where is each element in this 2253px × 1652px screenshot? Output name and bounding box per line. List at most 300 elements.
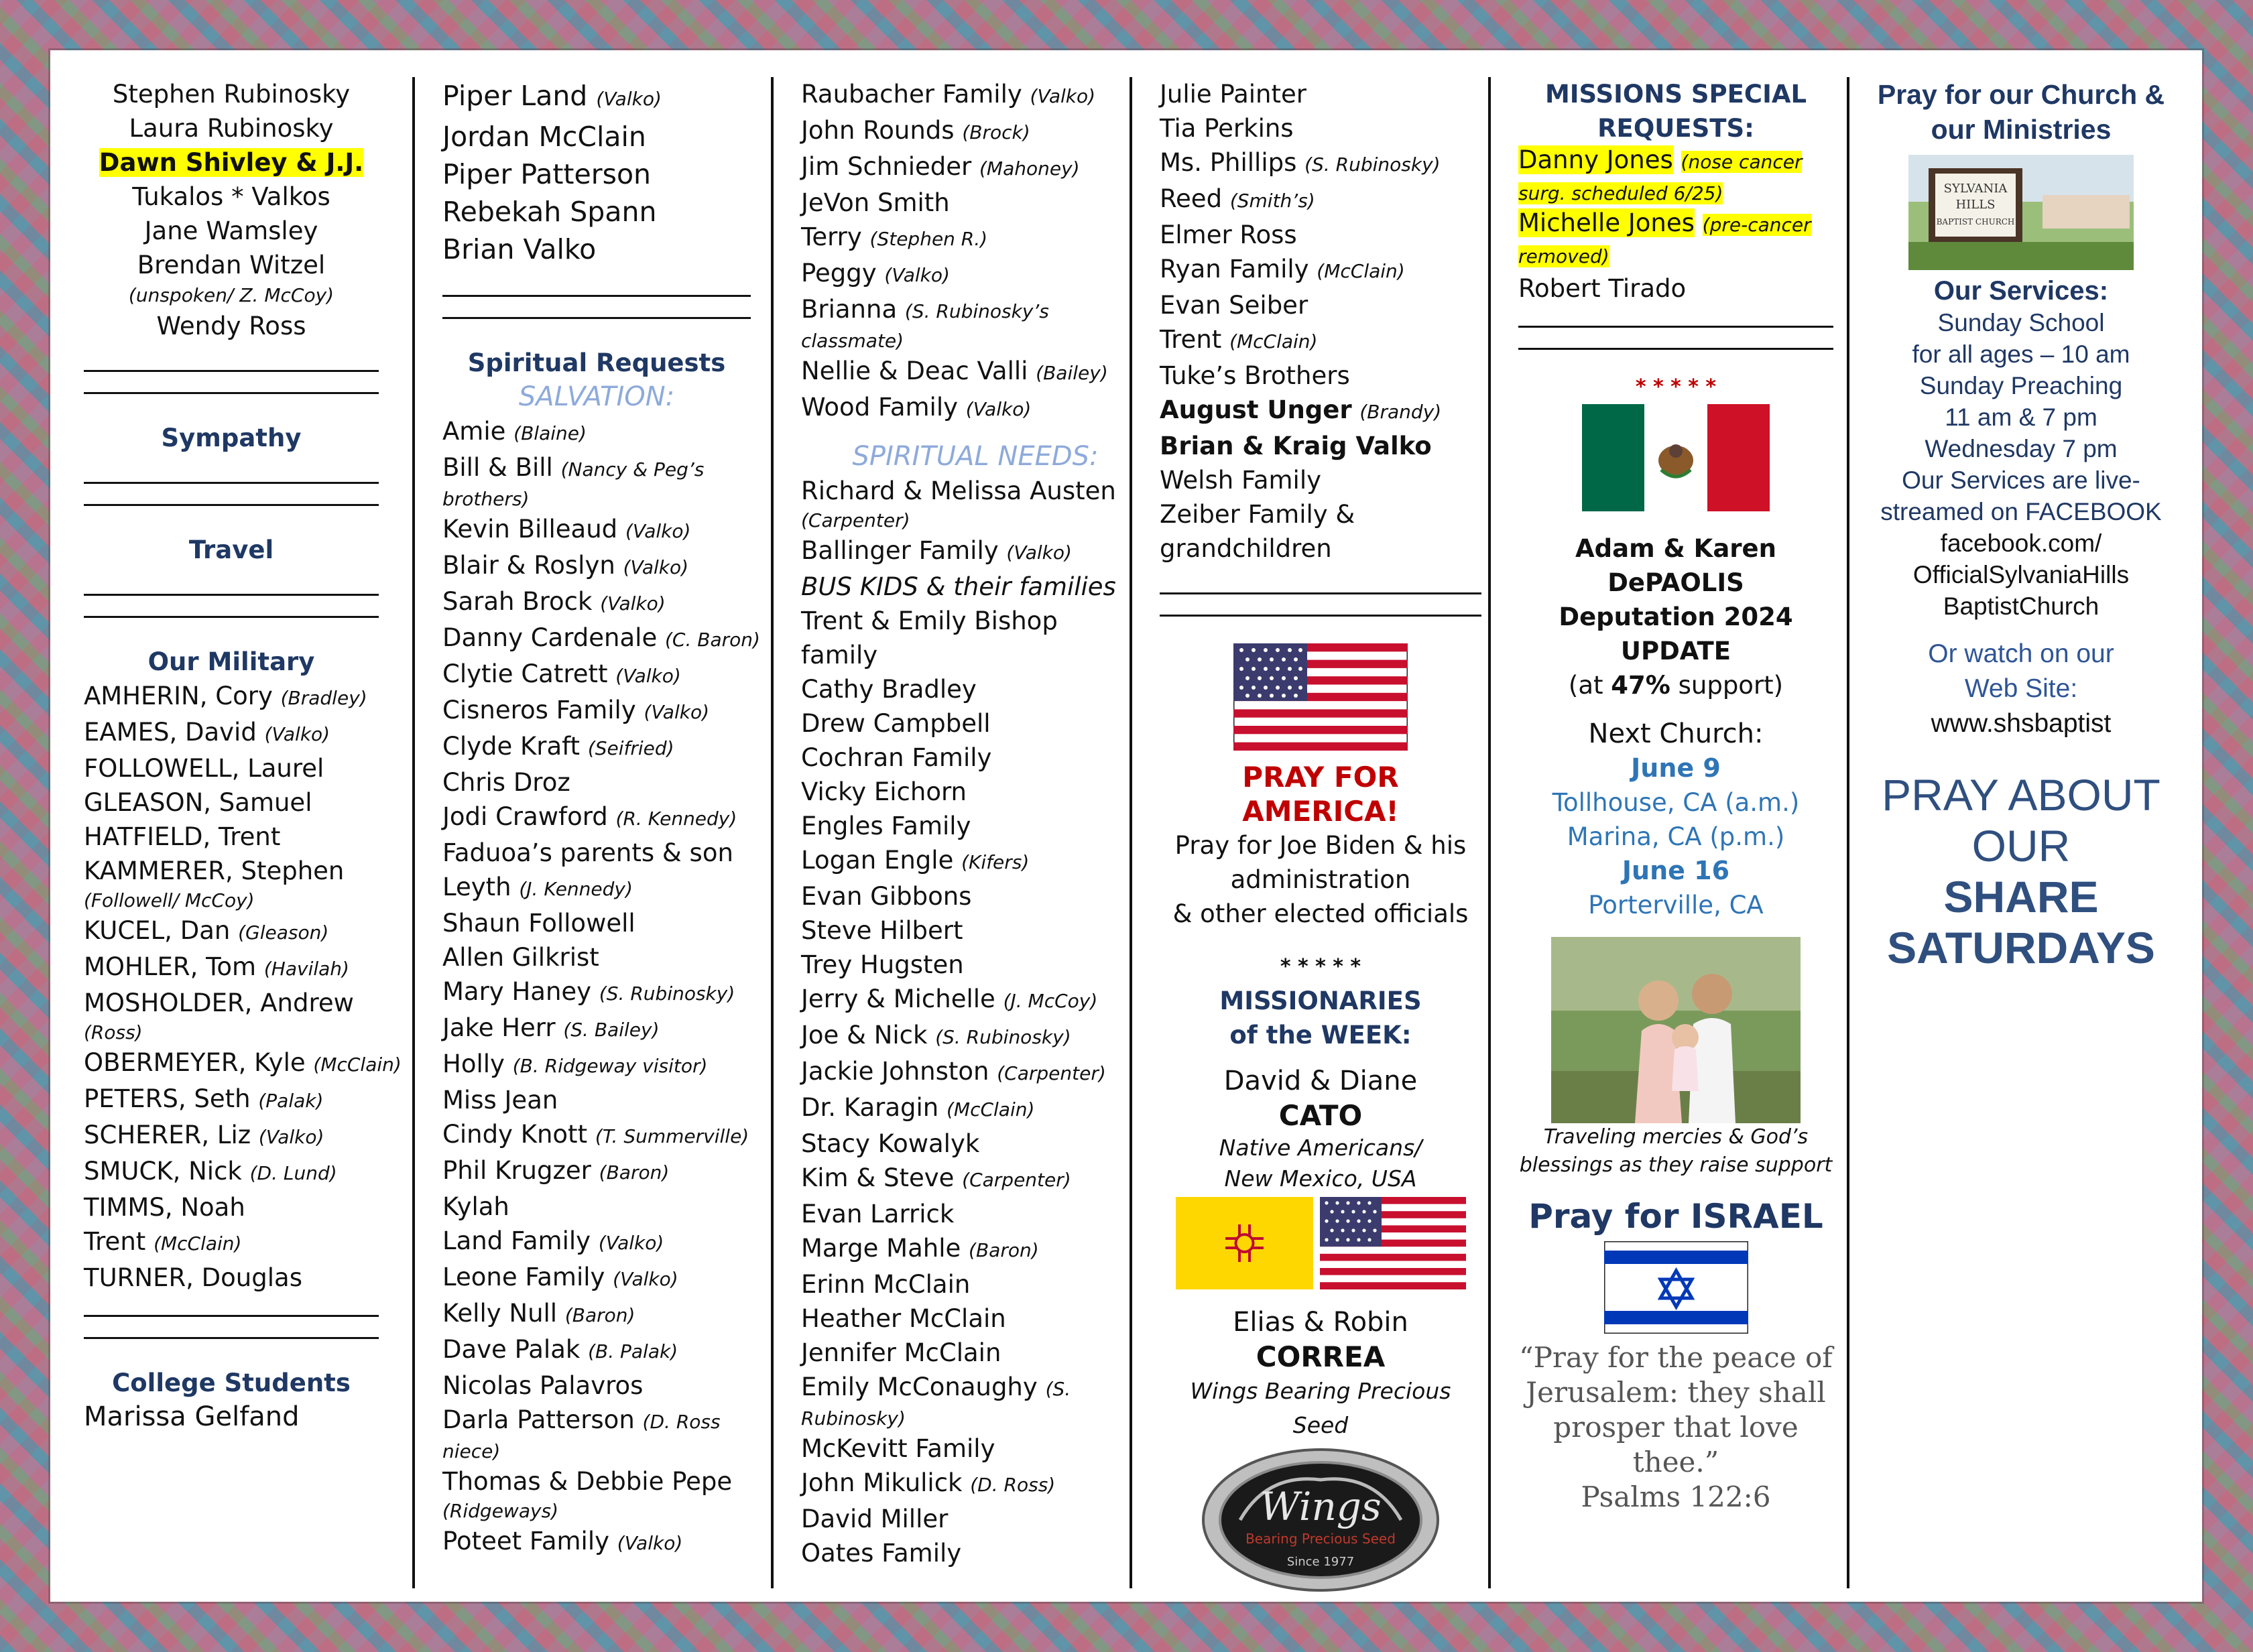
verse-line-1: “Pray for the peace of <box>1519 1341 1833 1374</box>
list-item <box>84 77 379 111</box>
item-name: Ms. Phillips <box>1160 148 1297 177</box>
list-item <box>442 693 751 729</box>
new-mexico-flag-icon <box>1176 1197 1313 1289</box>
service-line: 11 am & 7 pm <box>1945 403 2097 431</box>
blank-line <box>84 616 379 618</box>
item-note-continued: Rubinosky) <box>801 1407 906 1429</box>
list-item <box>801 1054 1150 1090</box>
item-name: Chris Droz <box>442 768 570 797</box>
item-name: KAMMERER, Stephen <box>84 856 345 885</box>
list-item <box>442 155 751 193</box>
list-item <box>801 220 1150 256</box>
stars-separator: * * * * * <box>1635 375 1717 399</box>
pray-israel-heading: Pray for ISRAEL <box>1528 1197 1823 1236</box>
list-item <box>801 741 1150 775</box>
item-name: Nellie & Deac Valli <box>801 357 1028 385</box>
item-name: MOHLER, Tom <box>84 952 257 981</box>
item-name: David Miller <box>801 1505 949 1533</box>
list-item <box>801 843 1150 879</box>
item-note: (Valko) <box>1006 542 1072 564</box>
item-note: (R. Kennedy) <box>615 808 737 830</box>
item-name: Jane Wamsley <box>144 216 318 245</box>
list-item <box>801 570 1150 604</box>
list-item <box>84 913 379 950</box>
usa-flag-icon <box>1233 643 1408 751</box>
list-item <box>84 180 379 214</box>
college-heading: College Students <box>112 1369 351 1397</box>
item-note-continued: (Ross) <box>84 1021 143 1043</box>
special-request-2 <box>1518 208 1833 271</box>
blank-line <box>84 392 379 394</box>
list-item <box>801 292 1150 328</box>
service-line: Wednesday 7 pm <box>1925 435 2118 462</box>
list-item <box>801 1370 1150 1406</box>
list-item <box>1160 252 1481 288</box>
military-list <box>84 679 402 1295</box>
list-item <box>801 390 1150 426</box>
list-item <box>84 309 379 343</box>
item-name: Ryan Family <box>1160 255 1309 283</box>
service-line: for all ages – 10 am <box>1912 340 2130 368</box>
list-item <box>801 982 1150 1018</box>
item-note: (McClain) <box>1229 330 1318 353</box>
item-note-continued: niece) <box>442 1440 501 1462</box>
list-item <box>442 621 760 657</box>
list-item <box>1160 322 1481 359</box>
item-note: (D. Ross) <box>970 1474 1056 1496</box>
list-item <box>801 913 1150 948</box>
request-1-note: (nose cancer surg. scheduled 6/25) <box>1518 151 1803 204</box>
list-item <box>801 809 1150 843</box>
list-item <box>84 282 379 309</box>
item-name: SMUCK, Nick <box>84 1157 242 1186</box>
item-name: Marge Mahle <box>801 1234 961 1263</box>
item-name: GLEASON, Samuel <box>84 788 312 817</box>
item-name: Brian & Kraig Valko <box>1160 432 1432 460</box>
list-item <box>442 1296 751 1332</box>
item-note: (Valko) <box>1030 85 1096 107</box>
item-name: Darla Patterson <box>442 1405 635 1434</box>
list-item <box>84 1190 379 1224</box>
item-name: John Rounds <box>801 116 955 145</box>
list-item <box>801 1267 1150 1301</box>
item-name: Raubacher Family <box>801 80 1022 109</box>
item-name: Jackie Johnston <box>801 1057 989 1086</box>
item-name: EAMES, David <box>84 718 257 747</box>
item-name: MOSHOLDER, Andrew <box>84 989 354 1017</box>
list-item <box>801 1466 1150 1502</box>
item-name: Ballinger Family <box>801 536 999 565</box>
item-name: HATFIELD, Trent <box>84 822 281 851</box>
missionaries-heading-2: of the WEEK: <box>1229 1021 1412 1050</box>
item-name: Tuke’s Brothers <box>1160 361 1350 390</box>
verse-line-4: thee.” <box>1632 1446 1719 1478</box>
services-heading: Our Services: <box>1933 276 2109 306</box>
column-2 <box>442 77 760 1582</box>
item-note: (J. Kennedy) <box>519 878 633 900</box>
item-note: (Valko) <box>613 1268 678 1290</box>
item-note: (Nancy & Peg’s <box>560 458 705 481</box>
list-item <box>801 638 1150 672</box>
list-item <box>442 974 751 1011</box>
item-note: (Valko) <box>264 723 330 745</box>
item-name: Trent <box>84 1227 146 1256</box>
item-name: AMHERIN, Cory <box>84 682 273 710</box>
item-note: (Gleason) <box>238 922 329 944</box>
prayer-names-list <box>84 77 379 343</box>
item-note: (Brandy) <box>1359 401 1442 423</box>
website-url[interactable]: www.shsbaptist <box>1931 709 2112 738</box>
item-name: Piper Patterson <box>442 158 652 190</box>
list-item <box>1160 393 1481 429</box>
list-item <box>442 940 751 974</box>
church-sign-text-1: SYLVANIA <box>1943 182 2008 196</box>
item-name: Stephen Rubinosky <box>112 80 351 109</box>
list-item <box>801 1231 1150 1267</box>
item-name: Evan Gibbons <box>801 882 972 911</box>
facebook-line-1: facebook.com/ <box>1940 529 2102 557</box>
item-name: Kelly Null <box>442 1299 558 1328</box>
item-note: (McClain) <box>1317 260 1405 282</box>
item-note: (Stephen R.) <box>869 228 988 250</box>
item-name: Evan Larrick <box>801 1200 955 1228</box>
support-suffix: support) <box>1670 671 1784 700</box>
salvation-heading: SALVATION: <box>518 381 675 412</box>
blank-line <box>84 482 379 484</box>
item-name: SCHERER, Liz <box>84 1121 251 1149</box>
item-note: (Valko) <box>965 398 1032 420</box>
item-name: Allen Gilkrist <box>442 943 599 972</box>
list-item <box>442 1153 751 1190</box>
item-name: Trent <box>1160 325 1222 354</box>
item-name: Jerry & Michelle <box>801 984 995 1013</box>
list-item <box>1160 359 1481 393</box>
church-heading-2: our Ministries <box>1931 114 2112 145</box>
item-name: Cathy Bradley <box>801 675 977 704</box>
pray-biden-line-3: & other elected officials <box>1172 899 1469 928</box>
item-name: Jake Herr <box>442 1013 556 1042</box>
missionary-2-org: Wings Bearing Precious Seed <box>1190 1378 1451 1438</box>
spiritual-requests-heading: Spiritual Requests <box>467 348 726 377</box>
list-item <box>84 111 379 145</box>
missionary-1-surname: CATO <box>1278 1099 1363 1132</box>
list-item <box>84 1045 402 1082</box>
service-line: Sunday School <box>1937 309 2105 336</box>
item-name: Brianna <box>801 295 898 324</box>
list-item <box>442 1224 751 1260</box>
item-note: (Valko) <box>644 701 710 723</box>
item-name: Danny Cardenale <box>442 623 658 652</box>
item-name: Wendy Ross <box>156 312 306 340</box>
item-name: KUCEL, Dan <box>84 916 231 945</box>
service-line: Our Services are live- <box>1902 466 2140 494</box>
list-item <box>84 820 379 854</box>
missions-special-heading-1: MISSIONS SPECIAL <box>1544 80 1807 109</box>
church-sign-text-3: BAPTIST CHURCH <box>1936 217 2015 227</box>
list-item <box>801 1536 1150 1570</box>
item-note: (Carpenter) <box>997 1062 1106 1084</box>
item-note: (B. Palak) <box>588 1340 678 1362</box>
item-name: Steve Hilbert <box>801 916 963 945</box>
item-note: (Valko) <box>596 88 662 110</box>
service-line: Sunday Preaching <box>1919 372 2123 399</box>
spiritual-needs-heading: SPIRITUAL NEEDS: <box>852 441 1099 472</box>
item-name: Faduoa’s parents & son <box>442 838 733 867</box>
list-item <box>442 1332 751 1369</box>
list-item <box>84 751 379 785</box>
special-request-3: Robert Tirado <box>1518 274 1687 303</box>
list-item <box>442 1011 751 1047</box>
family-photo <box>1551 937 1801 1123</box>
item-name: Peggy <box>801 259 877 288</box>
prayer-names-list <box>1160 77 1481 566</box>
list-item <box>442 77 751 118</box>
item-name: Oates Family <box>801 1539 962 1568</box>
item-note: (McClain) <box>946 1098 1035 1121</box>
service-line: streamed on FACEBOOK <box>1880 498 2162 525</box>
list-item <box>442 870 751 906</box>
item-name: John Mikulick <box>801 1468 963 1497</box>
list-item <box>1160 497 1481 531</box>
item-name: Nicolas Palavros <box>442 1371 644 1400</box>
list-item <box>84 950 379 986</box>
list-item <box>801 1197 1150 1231</box>
column-divider <box>412 77 415 1588</box>
blank-line <box>84 1337 379 1339</box>
prayer-names-list <box>801 77 1150 426</box>
item-note: (Baron) <box>599 1161 670 1184</box>
item-name: Jordan McClain <box>442 121 646 153</box>
list-item <box>442 1260 751 1296</box>
list-item <box>801 1161 1150 1197</box>
list-item <box>84 1154 379 1190</box>
list-item <box>801 474 1150 508</box>
item-note: (McClain) <box>313 1054 402 1076</box>
list-item <box>84 248 379 282</box>
blank-line <box>84 594 379 596</box>
item-name: Erinn McClain <box>801 1270 971 1299</box>
list-item <box>442 450 751 487</box>
list-item <box>1160 218 1481 252</box>
item-note: (Blaine) <box>513 422 587 444</box>
item-name: Leone Family <box>442 1263 605 1291</box>
blank-line <box>84 1315 379 1317</box>
list-item <box>442 1117 751 1153</box>
item-note: (D. Ross <box>642 1411 721 1433</box>
wings-logo-subtext: Bearing Precious Seed <box>1245 1531 1396 1547</box>
facebook-line-2: OfficialSylvaniaHills <box>1912 561 2130 588</box>
item-name: grandchildren <box>1160 534 1332 563</box>
item-name: JeVon Smith <box>801 188 950 217</box>
list-item <box>84 1082 379 1118</box>
item-note: (S. <box>1045 1378 1071 1400</box>
item-name: Land Family <box>442 1226 591 1255</box>
stars-separator: * * * * * <box>1280 955 1361 978</box>
item-name: Piper Land <box>442 80 588 112</box>
list-item <box>801 1127 1150 1161</box>
column-1 <box>84 77 402 1582</box>
list-item <box>1160 111 1481 145</box>
item-name: (unspoken/ Z. McCoy) <box>128 284 334 306</box>
list-item <box>442 765 751 800</box>
missionary-1-field-2: New Mexico, USA <box>1224 1165 1417 1192</box>
list-item <box>84 1118 379 1154</box>
item-note-continued: brothers) <box>442 488 530 510</box>
list-item <box>84 715 379 751</box>
item-name: Engles Family <box>801 812 971 840</box>
blank-line <box>442 317 751 319</box>
item-note: (J. McCoy) <box>1003 990 1098 1012</box>
missionaries-heading-1: MISSIONARIES <box>1219 987 1422 1015</box>
column-4 <box>1160 77 1481 1582</box>
list-item <box>442 1464 751 1499</box>
item-note-continued: (Carpenter) <box>801 509 910 531</box>
blank-line <box>442 295 751 297</box>
verse-reference: Psalms 122:6 <box>1581 1480 1771 1513</box>
item-name: Cindy Knott <box>442 1120 588 1149</box>
item-name: Cochran Family <box>801 743 992 772</box>
item-name: Dr. Karagin <box>801 1093 939 1122</box>
missionary-1-flags <box>1160 1197 1481 1289</box>
list-item <box>442 1047 751 1083</box>
item-note: (Valko) <box>615 665 681 687</box>
list-item <box>801 1018 1150 1054</box>
item-name: family <box>801 641 878 670</box>
item-name: Phil Krugzer <box>442 1156 591 1185</box>
item-name: Brendan Witzel <box>137 251 326 279</box>
church-heading-1: Pray for our Church & <box>1877 79 2165 110</box>
item-note: (Seifried) <box>587 737 674 759</box>
item-name: Kim & Steve <box>801 1163 955 1192</box>
list-item <box>442 231 751 268</box>
usa-flag-icon <box>1320 1197 1466 1289</box>
list-item <box>1160 463 1481 497</box>
list-item <box>442 512 751 548</box>
item-note: (Valko) <box>600 592 666 615</box>
list-item <box>801 948 1150 982</box>
list-item <box>84 1261 379 1295</box>
list-item <box>84 785 379 820</box>
list-item <box>84 214 379 248</box>
list-item <box>84 854 379 888</box>
photo-caption-1: Traveling mercies & God’s <box>1543 1125 1809 1149</box>
item-note-continued: (Followell/ McCoy) <box>84 889 255 911</box>
support-level <box>1518 668 1833 702</box>
item-name: Joe & Nick <box>801 1021 928 1050</box>
item-name: Elmer Ross <box>1160 220 1297 249</box>
item-name: BUS KIDS & their families <box>801 572 1116 601</box>
item-name: McKevitt Family <box>801 1434 995 1463</box>
item-name: Miss Jean <box>442 1086 558 1115</box>
wings-logo-since: Since 1977 <box>1286 1555 1355 1569</box>
list-item <box>801 1432 1150 1466</box>
blank-line <box>1518 326 1833 328</box>
item-note: (Valko) <box>623 556 689 578</box>
column-5 <box>1518 77 1833 1582</box>
list-item <box>801 604 1150 638</box>
list-item <box>442 1369 751 1403</box>
item-name: Emily McConaughy <box>801 1373 1038 1401</box>
item-note: (Bailey) <box>1036 362 1108 384</box>
request-2-name: Michelle Jones <box>1518 208 1695 237</box>
list-item <box>801 672 1150 706</box>
item-name: Drew Campbell <box>801 709 991 738</box>
location-3: Porterville, CA <box>1588 891 1764 919</box>
photo-caption-2: blessings as they raise support <box>1519 1153 1833 1177</box>
item-note: (C. Baron) <box>664 629 760 651</box>
pray-about-line-1: PRAY ABOUT <box>1882 770 2160 820</box>
item-name: Heather McClain <box>801 1304 1006 1333</box>
item-note: (Valko) <box>625 520 691 542</box>
verse-line-3: prosper that love <box>1553 1411 1799 1444</box>
list-item <box>801 186 1150 220</box>
list-item <box>84 1224 379 1261</box>
blank-line <box>84 370 379 372</box>
list-item <box>1160 182 1481 218</box>
next-church-label: Next Church: <box>1588 718 1764 749</box>
column-divider <box>1488 77 1491 1588</box>
item-name: Laura Rubinosky <box>129 114 334 143</box>
item-name: Reed <box>1160 184 1223 213</box>
list-item <box>442 548 751 584</box>
list-item <box>801 706 1150 741</box>
date-2: June 16 <box>1622 856 1730 885</box>
web-line-2: Web Site: <box>1964 674 2078 703</box>
item-note: (McClain) <box>154 1232 242 1255</box>
list-item <box>801 533 1150 570</box>
item-name: Welsh Family <box>1160 466 1322 495</box>
item-name: Poteet Family <box>442 1527 609 1555</box>
list-item <box>84 986 379 1020</box>
blank-line <box>1160 615 1481 617</box>
list-item <box>442 118 751 155</box>
item-name: Zeiber Family & <box>1160 500 1355 529</box>
special-request-1 <box>1518 145 1833 208</box>
list-item <box>1160 145 1481 182</box>
item-note: (Valko) <box>884 264 950 286</box>
item-note: (Valko) <box>617 1532 683 1554</box>
web-line-1: Or watch on our <box>1928 639 2114 668</box>
item-name: Shaun Followell <box>442 909 635 938</box>
item-note: (Valko) <box>258 1126 324 1148</box>
share-saturdays-line-1: SHARE <box>1943 872 2099 922</box>
item-note: (Baron) <box>969 1239 1039 1261</box>
services-list <box>1870 307 2172 527</box>
item-note: (Carpenter) <box>962 1169 1071 1191</box>
item-name: Brian Valko <box>442 233 597 265</box>
item-note: (Kifers) <box>961 851 1030 873</box>
bulletin-sheet <box>50 50 2202 1602</box>
request-1-name: Danny Jones <box>1518 145 1673 174</box>
list-item <box>1160 288 1481 322</box>
item-name: PETERS, Seth <box>84 1084 251 1113</box>
item-name: Leyth <box>442 873 511 901</box>
list-item <box>801 77 1150 113</box>
list-item <box>801 113 1150 149</box>
missionary-1-field-1: Native Americans/ <box>1219 1135 1422 1161</box>
item-note: (S. Rubinosky) <box>935 1026 1071 1048</box>
facebook-line-3: BaptistChurch <box>1943 592 2099 620</box>
item-note-continued: (Ridgeways) <box>442 1500 559 1522</box>
item-name: Tia Perkins <box>1160 114 1294 143</box>
item-note: (B. Ridgeway visitor) <box>512 1055 708 1077</box>
list-item <box>801 1502 1150 1536</box>
list-item <box>1160 429 1481 463</box>
list-item <box>801 1336 1150 1370</box>
college-student: Marissa Gelfand <box>84 1401 300 1432</box>
list-item <box>442 729 751 765</box>
item-note: (Brock) <box>962 121 1030 143</box>
